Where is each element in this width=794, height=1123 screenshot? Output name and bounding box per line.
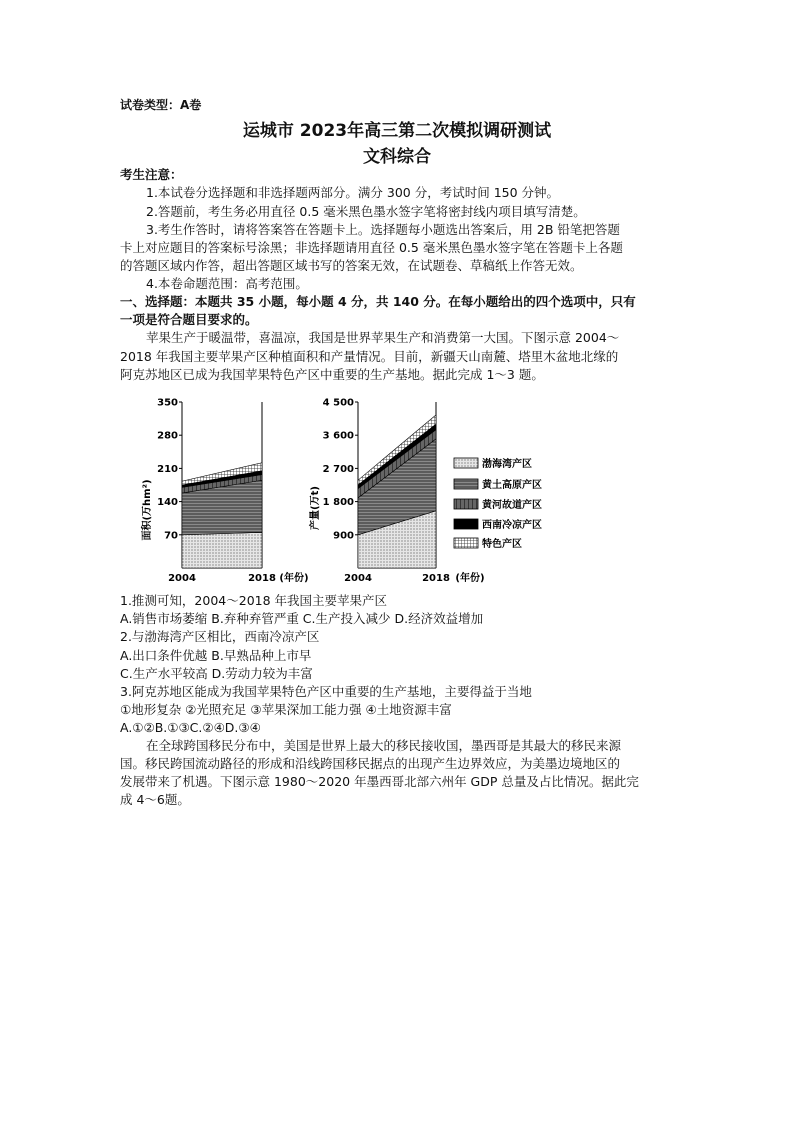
area-series-bohai [182, 532, 262, 568]
legend-label-huangtu: 黄土高原产区 [482, 480, 542, 491]
left-x-end: 2018 [248, 573, 276, 584]
right-x-end: 2018 [422, 573, 450, 584]
y-tick-label: 280 [157, 430, 178, 442]
notice-item: 的答题区域内作答，超出答题区域书写的答案无效，在试题卷、草稿纸上作答无效。 [120, 258, 583, 273]
question-3-options: A.①②B.①③C.②④D.③④ [120, 720, 261, 735]
legend-swatch-tese [454, 538, 478, 548]
exam-subject: 文科综合 [363, 147, 431, 167]
legend-label-tese: 特色产区 [482, 539, 522, 550]
notice-item: 4.本卷命题范围：高考范围。 [146, 276, 308, 291]
y-tick-label: 1 800 [322, 497, 354, 509]
question-2-stem: 2.与渤海湾产区相比，西南冷凉产区 [120, 629, 320, 644]
legend-label-xinan: 西南冷凉产区 [482, 520, 542, 531]
left-x-unit: (年份) [279, 573, 309, 584]
legend-swatch-bohai [454, 458, 478, 468]
passage-line: 2018 年我国主要苹果产区种植面积和产量情况。目前，新疆天山南麓、塔里木盆地北缘的 [120, 349, 619, 364]
notice-item: 2.答题前，考生务必用直径 0.5 毫米黑色墨水签字笔将密封线内项目填写清楚。 [146, 204, 586, 219]
y-tick-label: 900 [333, 530, 354, 542]
notice-heading: 考生注意： [120, 167, 183, 182]
legend-swatch-huangtu [454, 479, 478, 489]
right-x-unit: (年份) [455, 573, 485, 584]
notice-item: 1.本试卷分选择题和非选择题两部分。满分 300 分，考试时间 150 分钟。 [146, 185, 560, 200]
y-tick-label: 350 [157, 397, 178, 409]
question-1-stem: 1.推测可知，2004～2018 年我国主要苹果产区 [120, 593, 388, 608]
question-2-options: A.出口条件优越 B.早熟品种上市早 [120, 648, 312, 663]
notice-item: 3.考生作答时，请将答案答在答题卡上。选择题每小题选出答案后，用 2B 铅笔把答题 [146, 222, 620, 237]
question-2-options: C.生产水平较高 D.劳动力较为丰富 [120, 666, 313, 681]
question-1-options: A.销售市场萎缩 B.弃种弃管严重 C.生产投入减少 D.经济效益增加 [120, 611, 484, 626]
paper-type: 试卷类型：A卷 [120, 98, 202, 112]
passage-line: 国。移民跨国流动路径的形成和沿线跨国移民据点的出现产生边界效应，为美墨边境地区的 [120, 756, 621, 771]
apple-production-figure [140, 390, 560, 590]
y-tick-label: 2 700 [322, 463, 354, 475]
y-tick-label: 70 [164, 530, 178, 542]
legend-label-huanghe: 黄河故道产区 [482, 500, 542, 511]
chart-legend [454, 457, 542, 550]
passage-line: 苹果生产于暖温带，喜温凉，我国是世界苹果生产和消费第一大国。下图示意 2004～ [146, 330, 620, 345]
right-y-axis-label: 产量(万t) [310, 486, 321, 530]
section-heading-cont: 一项是符合题目要求的。 [120, 312, 258, 327]
area-chart-right [308, 398, 485, 585]
passage-line: 阿克苏地区已成为我国苹果特色产区中重要的生产基地。据此完成 1～3 题。 [120, 367, 544, 382]
question-3-choices: ①地形复杂 ②光照充足 ③苹果深加工能力强 ④土地资源丰富 [120, 702, 452, 717]
section-heading: 一、选择题：本题共 35 小题，每小题 4 分，共 140 分。在每小题给出的四个选项中，只有 [120, 294, 636, 309]
y-tick-label: 3 600 [322, 430, 354, 442]
exam-title: 运城市 2023年高三第二次模拟调研测试 [242, 121, 552, 141]
legend-label-bohai: 渤海湾产区 [482, 459, 532, 470]
left-x-start: 2004 [168, 573, 196, 584]
y-tick-label: 140 [157, 497, 178, 509]
legend-swatch-xinan [454, 519, 478, 529]
legend-swatch-huanghe [454, 499, 478, 509]
question-3-stem: 3.阿克苏地区能成为我国苹果特色产区中重要的生产基地，主要得益于当地 [120, 684, 532, 699]
y-tick-label: 4 500 [322, 397, 354, 409]
area-chart-left [140, 398, 309, 585]
y-tick-label: 210 [157, 463, 178, 475]
notice-item: 卡上对应题目的答案标号涂黑；非选择题请用直径 0.5 毫米黑色墨水签字笔在答题卡上各题 [120, 240, 623, 255]
passage-line: 发展带来了机遇。下图示意 1980～2020 年墨西哥北部六州年 GDP 总量及占比情况。据此完 [120, 774, 639, 789]
right-x-start: 2004 [344, 573, 372, 584]
left-y-axis-label: 面积(万hm²) [142, 479, 153, 541]
passage-line: 在全球跨国移民分布中，美国是世界上最大的移民接收国，墨西哥是其最大的移民来源 [146, 738, 622, 753]
passage-line: 成 4～6题。 [120, 792, 190, 807]
